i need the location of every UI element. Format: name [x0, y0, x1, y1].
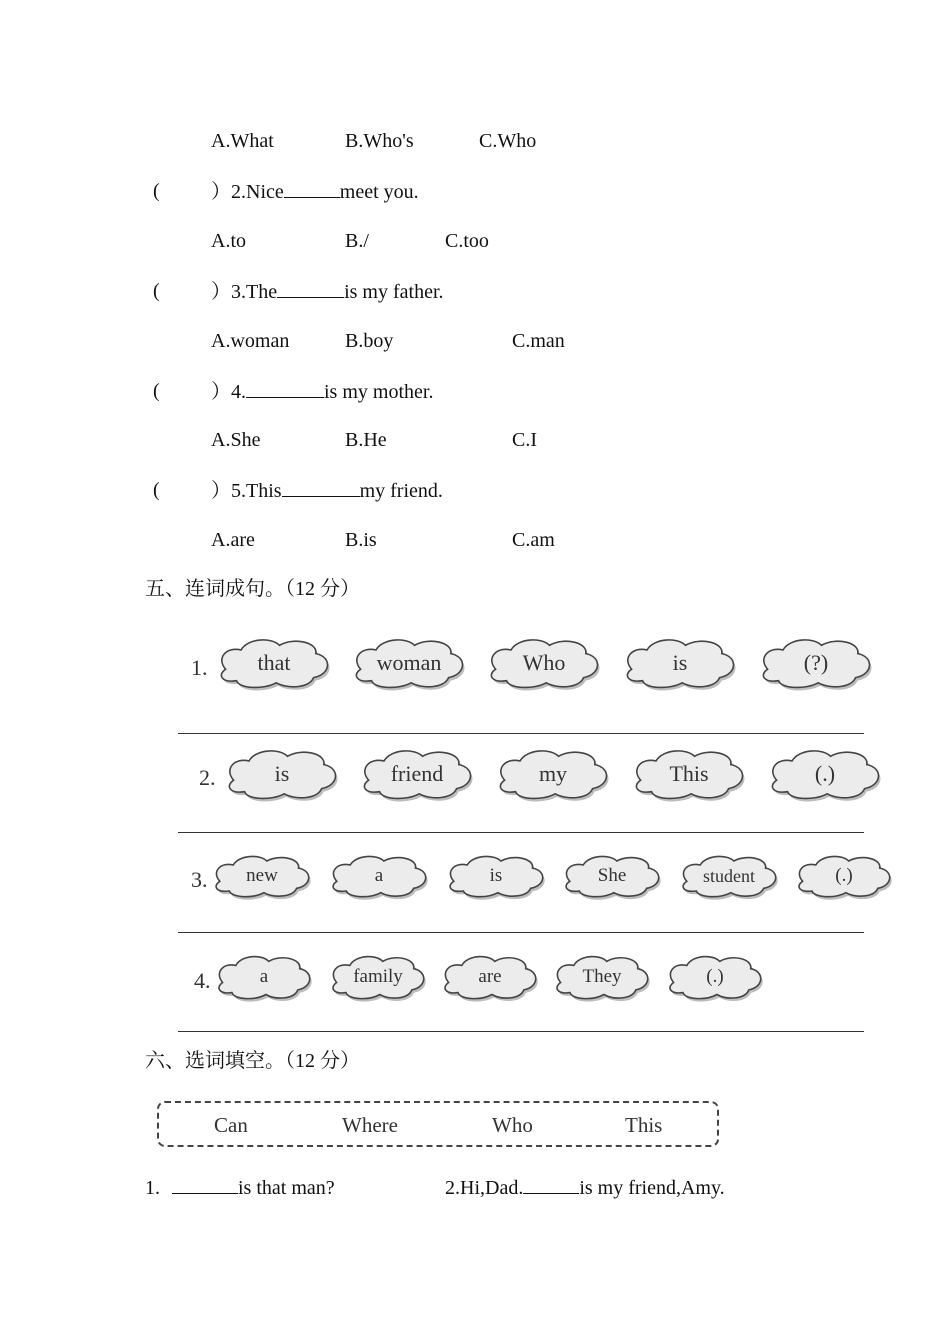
cloud-word: (.): [706, 966, 724, 987]
word-cloud[interactable]: [625, 637, 735, 689]
row-number: 2.: [199, 765, 216, 790]
cloud-word: They: [582, 966, 622, 987]
word-cloud[interactable]: [770, 748, 880, 800]
cloud-word: (.): [814, 761, 836, 786]
answer-line[interactable]: [178, 733, 864, 734]
fill-question-1: [145, 1175, 335, 1200]
word-cloud[interactable]: [761, 637, 871, 689]
cloud-word: student: [703, 865, 755, 886]
option-q1-b[interactable]: B.Who's: [345, 130, 414, 152]
option-q3-c[interactable]: C.man: [512, 330, 565, 352]
fill-question-2: [445, 1175, 725, 1200]
answer-line[interactable]: [178, 1031, 864, 1032]
question-text: ）4.: [211, 381, 246, 403]
option-q2-a[interactable]: A.to: [211, 230, 246, 252]
option-q3-b[interactable]: B.boy: [345, 330, 394, 352]
answer-blank[interactable]: [282, 478, 360, 497]
cloud-word: is: [274, 761, 290, 786]
cloud-word: (?): [803, 650, 829, 675]
cloud-word: is: [672, 650, 688, 675]
cloud-word: This: [669, 761, 709, 786]
word-bank-item[interactable]: Can: [214, 1113, 248, 1137]
question-2: [211, 179, 419, 204]
answer-blank[interactable]: [172, 1175, 238, 1194]
cloud-word: She: [597, 865, 627, 886]
word-bank-item[interactable]: This: [625, 1113, 663, 1137]
word-bank-item[interactable]: Where: [342, 1113, 398, 1137]
question-text: my friend.: [359, 480, 443, 502]
question-text: ）2.Nice: [211, 181, 284, 203]
word-cloud[interactable]: [354, 637, 464, 689]
word-cloud[interactable]: [668, 954, 762, 1000]
cloud-word: Who: [522, 650, 566, 675]
section-6-title: 六、选词填空。（12 分）: [145, 1050, 360, 1072]
answer-paren[interactable]: (: [153, 280, 160, 302]
cloud-word: friend: [390, 761, 444, 786]
option-q1-a[interactable]: A.What: [211, 130, 274, 152]
question-text: ）3.The: [211, 281, 278, 303]
word-cloud[interactable]: [489, 637, 599, 689]
option-q4-a[interactable]: A.She: [211, 429, 261, 451]
cloud-word: my: [538, 761, 568, 786]
word-cloud[interactable]: [448, 854, 544, 898]
cloud-word: that: [257, 650, 291, 675]
question-text: ）5.This: [211, 480, 282, 502]
question-number: 1.: [145, 1177, 160, 1199]
word-cloud[interactable]: [797, 854, 891, 898]
option-q5-a[interactable]: A.are: [211, 529, 255, 551]
option-q3-a[interactable]: A.woman: [211, 330, 290, 352]
cloud-word: a: [259, 966, 269, 987]
question-3: [211, 279, 444, 304]
answer-line[interactable]: [178, 932, 864, 933]
cloud-word: are: [478, 966, 502, 987]
option-q4-c[interactable]: C.I: [512, 429, 537, 451]
word-cloud[interactable]: [331, 954, 425, 1000]
word-cloud[interactable]: [219, 637, 329, 689]
row-number: 1.: [191, 655, 208, 680]
cloud-word: is: [489, 865, 503, 886]
word-cloud[interactable]: [498, 748, 608, 800]
word-cloud[interactable]: [634, 748, 744, 800]
option-q2-c[interactable]: C.too: [445, 230, 489, 252]
word-cloud[interactable]: [555, 954, 649, 1000]
word-cloud[interactable]: [564, 854, 660, 898]
answer-blank[interactable]: [246, 379, 324, 398]
question-text: meet you.: [339, 181, 419, 203]
answer-blank[interactable]: [523, 1175, 579, 1194]
option-q2-b[interactable]: B./: [345, 230, 369, 252]
answer-paren[interactable]: (: [153, 479, 160, 501]
option-q4-b[interactable]: B.He: [345, 429, 387, 451]
word-cloud[interactable]: [331, 854, 427, 898]
question-text: is my mother.: [324, 381, 434, 403]
question-4: [211, 379, 433, 404]
option-q5-c[interactable]: C.am: [512, 529, 555, 551]
question-text: is my friend,Amy.: [579, 1177, 725, 1199]
word-bank-item[interactable]: Who: [492, 1113, 533, 1137]
option-q1-c[interactable]: C.Who: [479, 130, 537, 152]
question-text: is my father.: [344, 281, 444, 303]
word-cloud[interactable]: [217, 954, 311, 1000]
answer-blank[interactable]: [284, 179, 340, 198]
answer-paren[interactable]: (: [153, 380, 160, 402]
section-5-title: 五、连词成句。（12 分）: [145, 578, 360, 600]
answer-line[interactable]: [178, 832, 864, 833]
question-text: 2.Hi,Dad.: [445, 1177, 524, 1199]
cloud-word: family: [353, 966, 403, 987]
word-cloud[interactable]: [681, 854, 777, 898]
question-text: is that man?: [238, 1177, 335, 1199]
row-number: 3.: [191, 867, 208, 892]
word-cloud[interactable]: [214, 854, 310, 898]
word-cloud[interactable]: [227, 748, 337, 800]
word-cloud[interactable]: [443, 954, 537, 1000]
word-cloud[interactable]: [362, 748, 472, 800]
cloud-word: new: [246, 865, 278, 886]
answer-blank[interactable]: [277, 279, 344, 298]
question-5: [211, 478, 443, 503]
row-number: 4.: [194, 968, 211, 993]
option-q5-b[interactable]: B.is: [345, 529, 377, 551]
cloud-word: woman: [376, 650, 442, 675]
cloud-word: (.): [835, 865, 853, 886]
cloud-word: a: [374, 865, 384, 886]
word-bank-box: [157, 1101, 719, 1147]
answer-paren[interactable]: (: [153, 180, 160, 202]
